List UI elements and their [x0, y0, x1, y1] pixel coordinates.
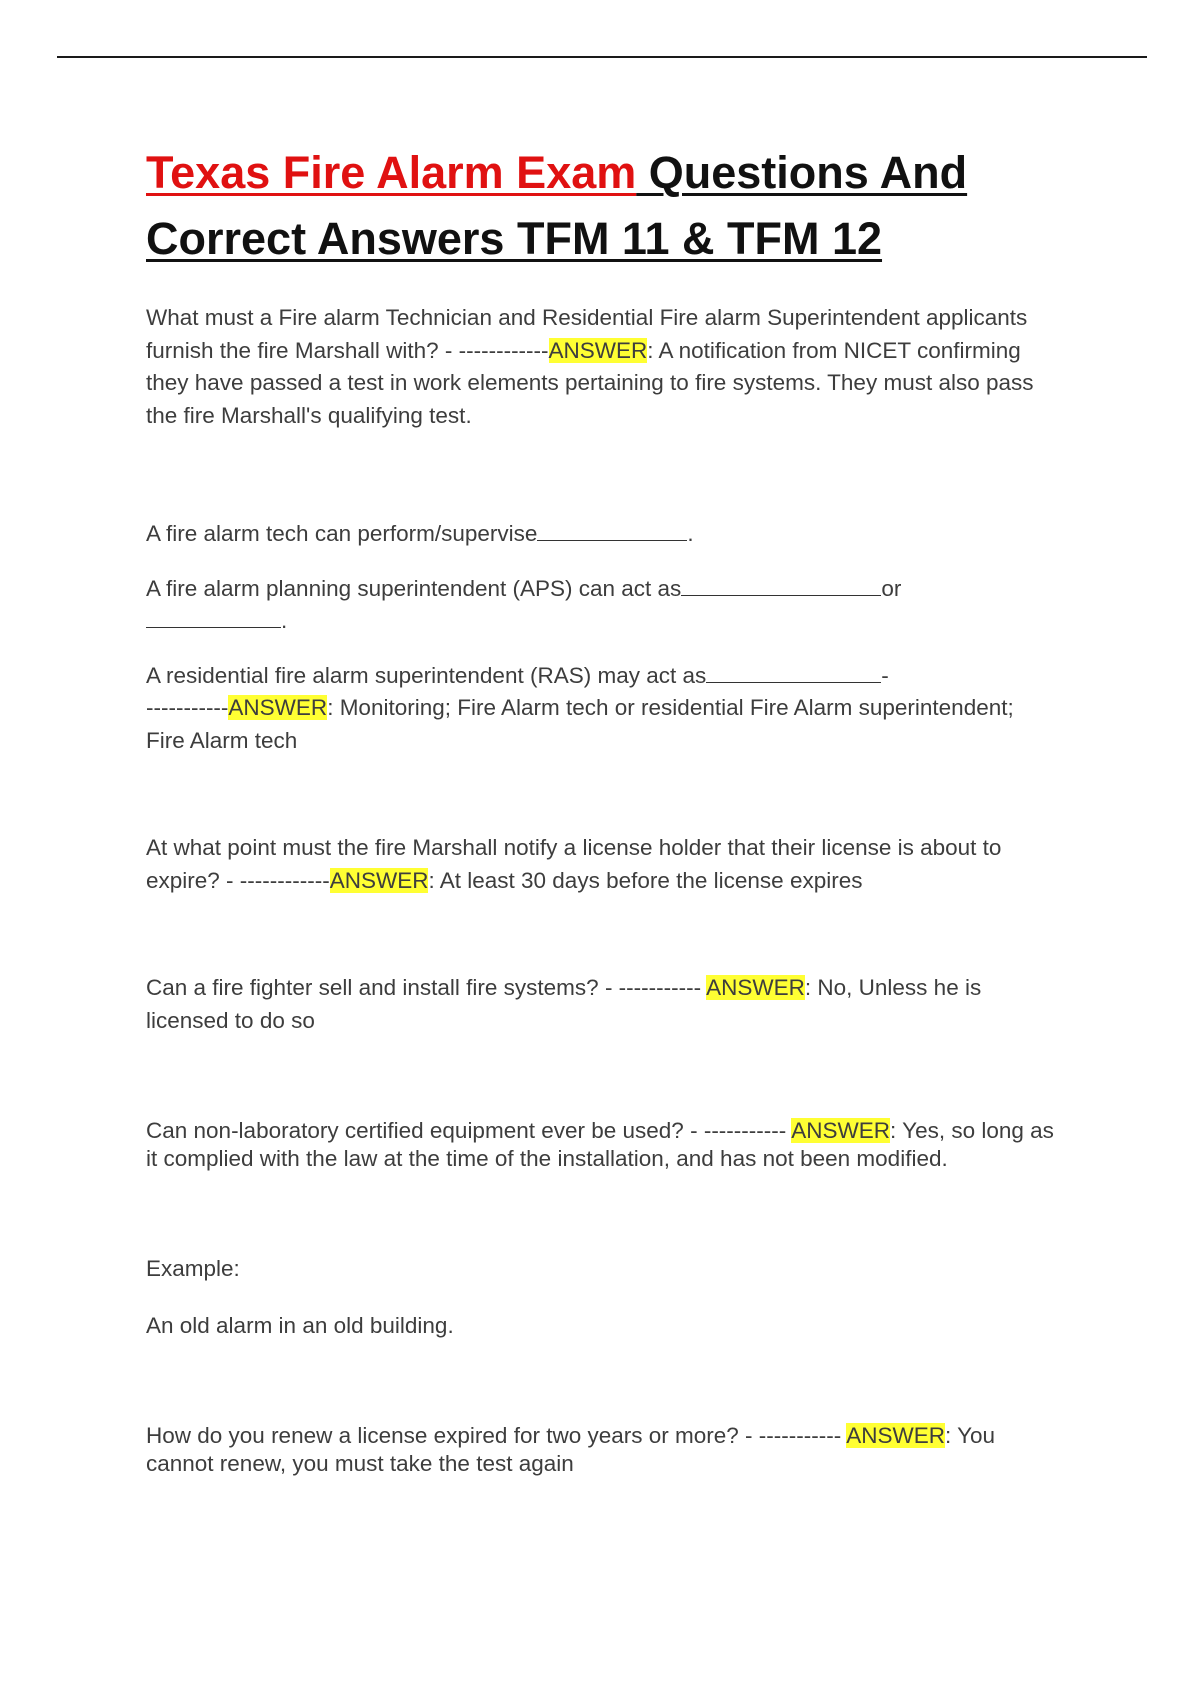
qa-item-notification [146, 302, 1066, 432]
example-label: Example: [146, 1256, 240, 1281]
answer-text: : Monitoring; Fire Alarm tech or residential Fire Alarm superintendent; [327, 695, 1014, 720]
answer-text-line2: Fire Alarm tech [146, 727, 298, 753]
separator-dash: - [881, 662, 889, 688]
answer-text: : No, Unless he is licensed to do so [146, 975, 982, 1033]
answer-text: : You cannot renew, you must take the test again [146, 1423, 996, 1476]
connector-text: or [881, 575, 902, 601]
answer-marker: ANSWER [706, 975, 805, 1000]
blank-line-aps [146, 573, 1066, 638]
question-text: A fire alarm planning superintendent (APS) can act as [146, 575, 682, 601]
question-text: Can non-laboratory certified equipment ever be used? - ----------- [146, 1118, 787, 1143]
document-body [146, 140, 1066, 1478]
fill-blank [706, 660, 881, 683]
qa-item-renew-expired [146, 1422, 1066, 1478]
separator-dashes: ----------- [146, 695, 229, 720]
fill-blank [681, 573, 881, 596]
punctuation: . [687, 521, 694, 546]
answer-text: : A notification from NICET confirming they have passed a test in work elements pertaining to fire systems. They must also pass the fire Marshall's qualifying test. [146, 337, 1034, 428]
answer-marker: ANSWER [548, 337, 648, 363]
title-red-part: Texas Fire Alarm Exam [146, 147, 637, 198]
fill-blank [146, 605, 281, 628]
question-text: A residential fire alarm superintendent (RAS) may act as [146, 662, 707, 688]
answer-marker: ANSWER [791, 1118, 891, 1143]
answer-marker: ANSWER [846, 1423, 945, 1448]
question-text: Can a fire fighter sell and install fire systems? - ----------- [146, 975, 702, 1000]
question-text: What must a Fire alarm Technician and Residential Fire alarm Superintendent applicants furnish the fire Marshall with? - ------------ [146, 305, 1028, 363]
question-text: At what point must the fire Marshall notify a license holder that their license is about to expire? - ------------ [146, 835, 1002, 893]
title-black-part: Questions And Correct Answers TFM 11 & TFM 12 [146, 147, 968, 264]
example-text: An old alarm in an old building. [146, 1312, 454, 1338]
blank-line-tech [146, 518, 1066, 551]
answer-text: : At least 30 days before the license expires [428, 867, 863, 893]
top-rule [57, 56, 1147, 58]
question-text: How do you renew a license expired for two years or more? - ----------- [146, 1423, 842, 1448]
qa-item-expiry-notice [146, 832, 1066, 897]
document-title [146, 140, 1066, 272]
fill-blank [537, 518, 687, 541]
question-text: A fire alarm tech can perform/supervise [146, 521, 538, 546]
qa-item-fire-fighter [146, 972, 1066, 1037]
answer-marker: ANSWER [329, 867, 429, 893]
punctuation: . [281, 608, 288, 633]
qa-item-non-lab-equipment [146, 1117, 1066, 1173]
blank-line-ras [146, 660, 1066, 758]
answer-marker: ANSWER [228, 695, 328, 720]
answer-text: : Yes, so long as it complied with the law at the time of the installation, and has not been modified. [146, 1118, 1054, 1171]
